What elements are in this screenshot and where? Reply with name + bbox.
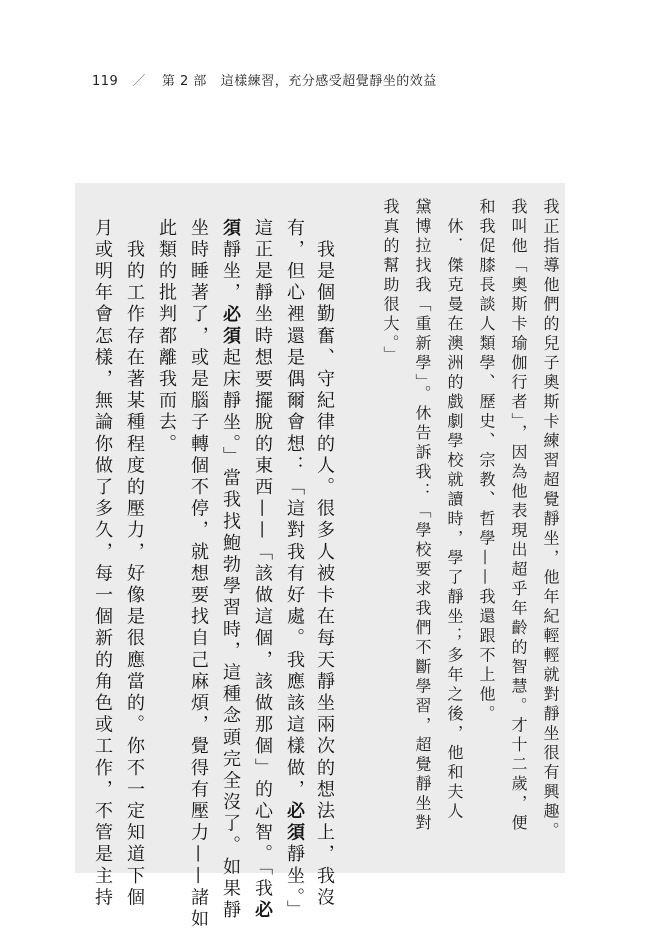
body-column <box>188 218 209 931</box>
body-text-segment: 坐時睡著了，或是腦子轉個不停，就想要找自己麻煩，覺得有壓力——諸如 <box>188 218 209 931</box>
header-separator: ／ <box>132 74 146 89</box>
body-text-segment: 月或明年會怎樣，無論你做了多久，每一個新的角色或工作，不管是主持 <box>92 218 113 910</box>
body-text-segment: 靜坐， <box>220 239 241 305</box>
quote-column: 我叫他「奧斯卡瑜伽行者」，因為他表現出超乎年齡的智慧。才十二歲，便 <box>509 198 528 834</box>
quote-column: 黛博拉找我「重新學」。休告訴我：「學校要求我們不斷學習，超覺靜坐對 <box>413 198 432 834</box>
chapter-title: 這樣練習，充分感受超覺靜坐的效益 <box>220 74 437 89</box>
body-column <box>220 218 241 922</box>
body-column <box>252 218 273 922</box>
quote-column: 休．傑克曼在澳洲的戲劇學校就讀時，學了靜坐；多年之後，他和夫人 <box>445 198 464 822</box>
body-column <box>92 218 113 910</box>
body-text-segment: 此類的批判都離我而去。 <box>156 218 177 456</box>
body-column <box>124 218 145 910</box>
emphasis-text: 須 <box>220 218 241 240</box>
emphasis-text: 必須 <box>284 801 305 845</box>
quote-column: 我正指導他們的兒子奧斯卡練習超覺靜坐，他年紀輕輕就對靜坐很有興趣。 <box>541 198 560 842</box>
body-column <box>314 218 335 910</box>
body-column <box>284 218 305 922</box>
emphasis-text: 必須 <box>220 304 241 348</box>
body-text-segment: 這正是靜坐時想要擺脫的東西——「該做這個，該做那個」的心智。「我 <box>252 218 273 901</box>
body-text-segment: 我的工作存在著某種程度的壓力，好像是很應當的。你不一定知道下個 <box>124 218 145 910</box>
body-text-segment: 靜坐。」 <box>284 844 305 922</box>
page-number: 119 <box>92 74 119 89</box>
running-header <box>92 70 437 89</box>
body-text-segment: 有，但心裡還是偶爾會想：「這對我有好處。我應該這樣做， <box>284 218 305 802</box>
emphasis-text: 必 <box>252 900 273 922</box>
body-text-segment: 起床靜坐。」當我找鮑勃學習時，這種念頭完全沒了。如果靜 <box>220 347 241 922</box>
body-column <box>157 218 176 898</box>
body-text-segment: 我是個勤奮、守紀律的人。很多人被卡在每天靜坐兩次的想法上，我沒 <box>314 218 335 910</box>
part-label: 第 2 部 <box>161 74 207 89</box>
quote-column: 和我促膝長談人類學、歷史、宗教、哲學——我還跟不上他。 <box>477 198 496 725</box>
quote-column: 我真的幫助很大。」 <box>381 198 400 366</box>
